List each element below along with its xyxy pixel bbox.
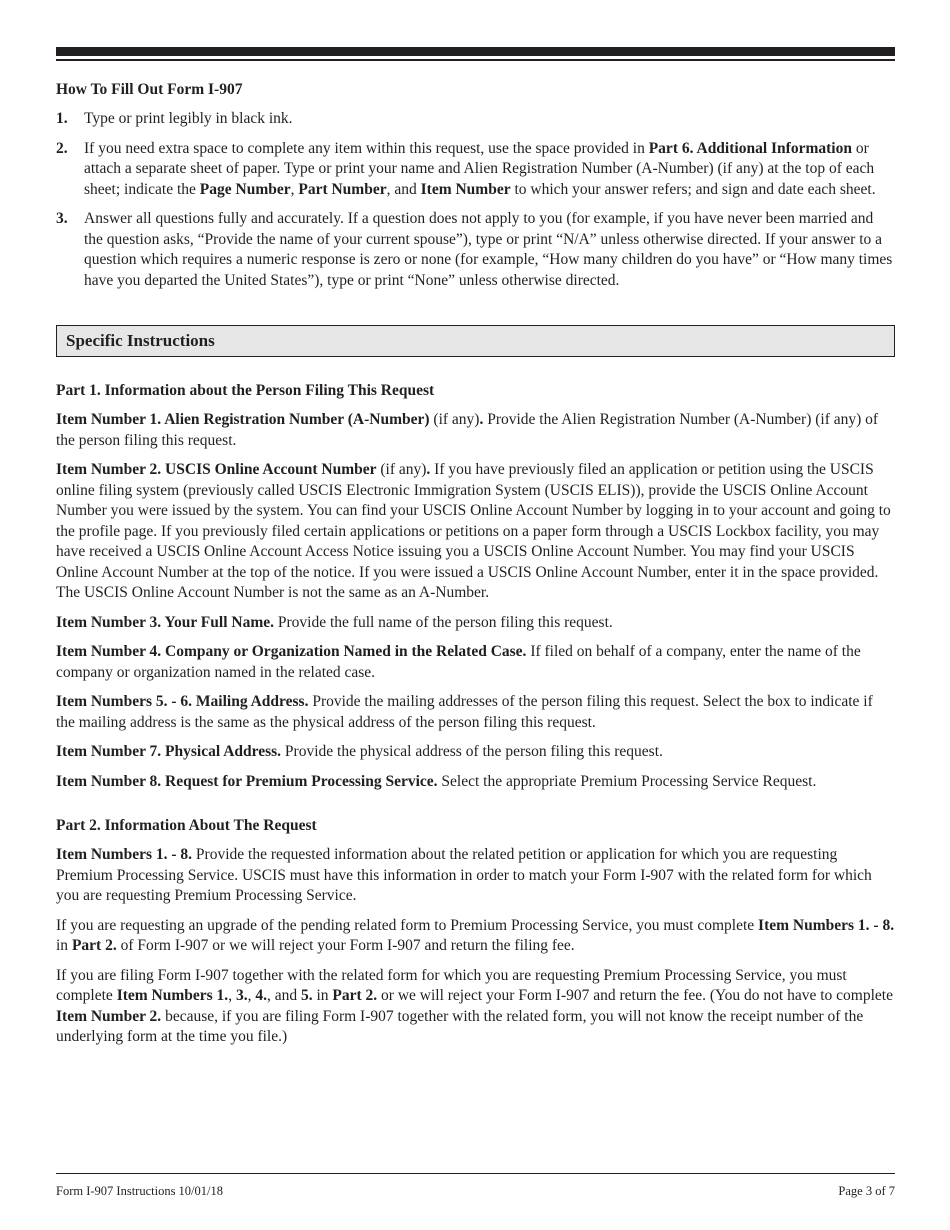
bold-text-run: Item Number	[420, 180, 511, 198]
part1-item-4	[56, 642, 895, 683]
footer-form-edition: Form I-907 Instructions 10/01/18	[56, 1184, 224, 1198]
part1-heading: Part 1. Information about the Person Filing This Request	[56, 382, 435, 399]
bold-text-run: .	[479, 411, 484, 428]
part1-item-5-6	[56, 692, 895, 733]
bold-text-run: Item Number 2.	[56, 1007, 162, 1025]
bold-text-run: Item Number 7. Physical Address.	[56, 743, 282, 760]
text-run: If you are filing Form I-907 together with the related form for which you are requesting Premium Processing Service, you must complete	[56, 966, 847, 1004]
part1-item-8	[56, 772, 895, 793]
footer-rule	[56, 1173, 895, 1174]
how-to-heading: How To Fill Out Form I-907	[56, 81, 243, 98]
header-thin-rule	[56, 59, 895, 61]
part2-concurrent-paragraph	[56, 966, 895, 1048]
text-run: , and	[386, 180, 421, 198]
text-run: Provide the full name of the person filing this request.	[274, 613, 613, 631]
text-run: ,	[247, 987, 256, 1004]
text-run: ,	[290, 180, 299, 198]
bold-text-run: 4.	[255, 987, 267, 1004]
list-item	[56, 209, 895, 291]
step-text	[84, 210, 892, 289]
bold-text-run: .	[426, 461, 431, 478]
text-run: (if any)	[376, 461, 427, 478]
step-number: 2.	[56, 139, 68, 157]
bold-text-run: Part 2.	[332, 987, 378, 1004]
step-number: 3.	[56, 210, 68, 227]
part1-item-2	[56, 460, 895, 604]
list-item	[56, 139, 895, 201]
text-run: If you have previously filed an application or petition using the USCIS online filing system (previously called USCIS Electronic Immigration System (USCIS ELIS)), provide the USCIS Online Account Number you were issued by the system. You can find your USCIS Online Account Number by logging in to your account and going to the profile page. If you previously filed certain applications or petitions on a paper form through a USCIS Lockbox facility, you may have received a USCIS Online Account Access Notice issuing you a USCIS Online Account Number. You may find your USCIS Online Account Number at the top of the notice. If you were issued a USCIS Online Account Number, enter it in the space provided. The USCIS Online Account Number is not the same as an A-Number.	[56, 461, 891, 601]
step-text	[84, 140, 876, 198]
text-run: in	[56, 937, 72, 954]
text-run: If you need extra space to complete any item within this request, use the space provided in	[84, 139, 649, 157]
bold-text-run: Part 6. Additional Information	[648, 139, 852, 157]
bold-text-run: Part 2.	[71, 937, 117, 954]
bold-text-run: Item Number 4. Company or Organization Named in the Related Case.	[56, 643, 527, 660]
bold-text-run: Page Number	[199, 180, 291, 198]
bold-text-run: Part Number	[298, 180, 387, 198]
text-run: (if any)	[429, 411, 480, 428]
footer-page-number: Page 3 of 7	[838, 1184, 895, 1198]
text-run: Type or print legibly in black ink.	[84, 110, 293, 127]
text-run: ,	[228, 987, 236, 1004]
bold-text-run: 3.	[235, 987, 248, 1004]
list-item	[56, 109, 895, 130]
text-run: Provide the requested information about the related petition or application for which you are requesting Premium Processing Service. USCIS must have this information in order to match your Form I-907 with the related form for which you are requesting Premium Processing Service.	[56, 846, 872, 904]
step-text	[84, 110, 293, 127]
text-run: in	[312, 987, 333, 1004]
bold-text-run: Item Numbers 1. - 8.	[56, 846, 193, 863]
text-run: , and	[266, 987, 301, 1004]
text-run: to which your answer refers; and sign and date each sheet.	[510, 180, 876, 198]
bold-text-run: Item Number 2. USCIS Online Account Number	[56, 461, 377, 478]
page-footer	[56, 1183, 895, 1199]
specific-instructions-banner: Specific Instructions	[56, 325, 895, 357]
text-run: Provide the Alien Registration Number (A-Number) (if any) of the person filing this request.	[56, 411, 879, 449]
text-run: Provide the physical address of the person filing this request.	[281, 743, 663, 760]
text-run: If filed on behalf of a company, enter the name of the company or organization named in the related case.	[56, 643, 861, 681]
bold-text-run: Item Number 1. Alien Registration Number (A-Number)	[56, 411, 430, 428]
bold-text-run: Item Numbers 1.	[116, 987, 229, 1004]
page-content	[56, 80, 895, 1048]
part1-item-3	[56, 613, 895, 634]
step-number: 1.	[56, 110, 68, 127]
part2-item-1-8	[56, 845, 895, 907]
text-run: or attach a separate sheet of paper. Type or print your name and Alien Registration Number (A-Number) (if any) at the top of each sheet; indicate the	[84, 139, 875, 198]
text-run: Answer all questions fully and accurately. If a question does not apply to you (for example, if you have never been married and the question asks, “Provide the name of your current spouse”), type or print “N/A” unless otherwise directed. If your answer to a question which requires a numeric response is zero or none (for example, “How many children do you have” or “How many times have you departed the United States”), type or print “None” unless otherwise directed.	[84, 210, 893, 289]
bold-text-run: Item Numbers 1. - 8.	[758, 916, 895, 934]
part2-heading: Part 2. Information About The Request	[56, 817, 317, 834]
text-run: because, if you are filing Form I-907 together with the related form, you will not know the receipt number of the underlying form at the time you file.)	[56, 1007, 864, 1045]
bold-text-run: Item Numbers 5. - 6. Mailing Address.	[56, 693, 309, 710]
general-steps-list	[56, 109, 895, 291]
header-thick-rule	[56, 47, 895, 56]
bold-text-run: 5.	[300, 987, 313, 1004]
text-run: of Form I-907 or we will reject your Form I-907 and return the filing fee.	[116, 937, 575, 954]
text-run: or we will reject your Form I-907 and return the fee. (You do not have to complete	[377, 987, 893, 1004]
text-run: Provide the mailing addresses of the person filing this request. Select the box to indicate if the mailing address is the same as the physical address of the person filing this request.	[56, 693, 873, 731]
bold-text-run: Item Number 8. Request for Premium Processing Service.	[56, 772, 438, 790]
part1-item-7	[56, 742, 895, 763]
part1-item-1	[56, 410, 895, 451]
text-run: Select the appropriate Premium Processing Service Request.	[437, 772, 817, 790]
text-run: If you are requesting an upgrade of the pending related form to Premium Processing Service, you must complete	[56, 916, 759, 934]
part2-upgrade-paragraph	[56, 916, 895, 957]
bold-text-run: Item Number 3. Your Full Name.	[56, 613, 274, 631]
